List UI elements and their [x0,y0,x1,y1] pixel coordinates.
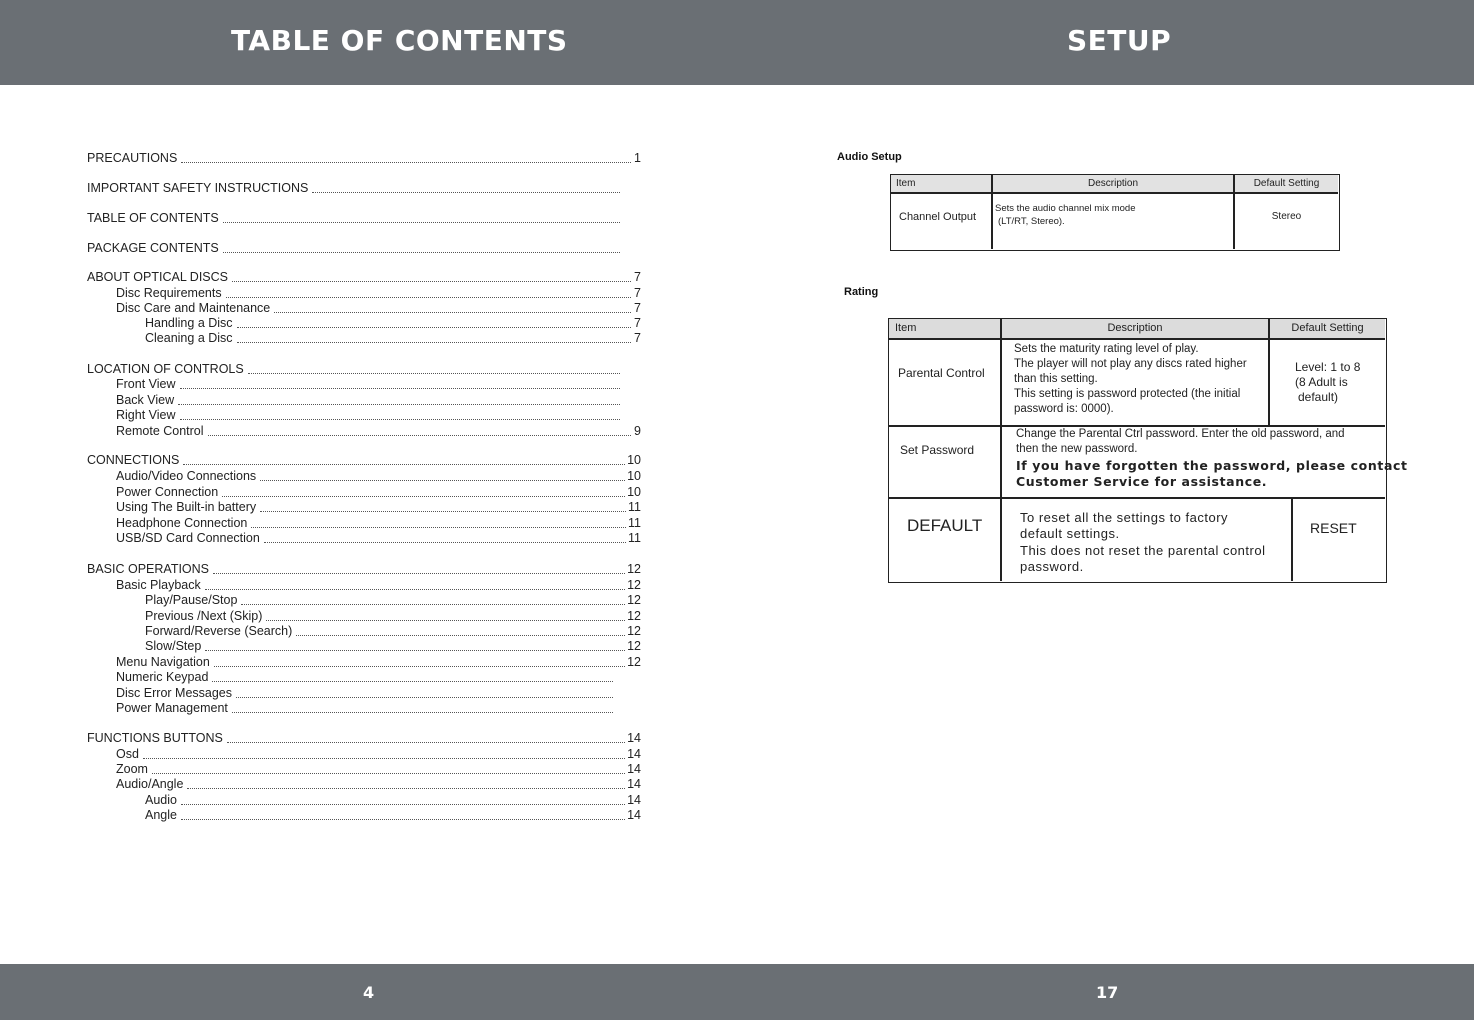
toc-entry[interactable]: Remote Control 9 [116,424,641,438]
header-default-setting: Default Setting [1291,322,1364,334]
toc-entry[interactable]: Basic Playback 12 [116,578,641,592]
channel-output-default: Stereo [1271,211,1302,222]
toc-entry[interactable]: Osd 14 [116,747,641,761]
toc-entry[interactable]: Angle 14 [145,808,641,822]
toc-entry[interactable]: Slow/Step 12 [145,639,641,653]
toc-entry[interactable]: Numeric Keypad [116,670,623,685]
default-desc-line: To reset all the settings to factory [1020,510,1229,525]
parental-desc-line: Sets the maturity rating level of play. [1014,343,1199,355]
toc-entry[interactable]: Right View [116,408,630,423]
password-desc-line: Change the Parental Ctrl password. Enter the old password, and [1016,428,1345,440]
toc-entry[interactable]: Disc Care and Maintenance 7 [116,301,641,315]
toc-entry[interactable]: Using The Built-in battery 11 [116,500,641,514]
default-desc-line: password. [1020,559,1084,574]
divider [1000,319,1002,581]
toc-entry[interactable]: Handling a Disc 7 [145,316,641,330]
toc-entry[interactable]: Menu Navigation 12 [116,655,641,669]
toc-entry[interactable]: Audio 14 [145,793,641,807]
toc-entry[interactable]: Headphone Connection 11 [116,516,641,530]
toc-entry[interactable]: USB/SD Card Connection 11 [116,531,641,545]
toc-entry[interactable]: Front View [116,377,630,392]
rating-heading: Rating [844,286,879,298]
footer-bar [0,964,1474,1020]
channel-output-desc-line: Sets the audio channel mix mode [995,203,1136,214]
parental-desc-line: This setting is password protected (the initial [1014,388,1241,400]
audio-setup-table [890,174,1340,251]
divider [1291,497,1293,581]
toc-entry[interactable]: FUNCTIONS BUTTONS 14 [87,731,641,745]
toc-entry[interactable]: Play/Pause/Stop 12 [145,593,641,607]
divider [889,338,1385,340]
parental-desc-line: than this setting. [1014,373,1098,385]
parental-desc-line: password is: 0000). [1014,403,1114,415]
toc-entry[interactable]: Forward/Reverse (Search) 12 [145,624,641,638]
parental-control-item: Parental Control [898,366,985,380]
parental-default-line: default) [1298,390,1339,404]
default-item: DEFAULT [907,516,983,535]
toc-entry[interactable]: Cleaning a Disc 7 [145,331,641,345]
password-warning-line: If you have forgotten the password, please contact [1016,458,1408,473]
toc-entry[interactable]: Power Management [116,701,623,716]
divider [1268,319,1270,425]
password-warning-line: Customer Service for assistance. [1016,474,1268,489]
toc-entry[interactable]: TABLE OF CONTENTS [87,211,630,226]
header-item: Item [896,178,916,189]
right-page-number: 17 [1096,983,1119,1002]
parental-default-line: (8 Adult is [1295,375,1348,389]
toc-entry[interactable]: Disc Requirements 7 [116,286,641,300]
parental-desc-line: The player will not play any discs rated higher [1014,358,1247,370]
header-default-setting: Default Setting [1253,178,1320,189]
toc-entry[interactable]: ABOUT OPTICAL DISCS 7 [87,270,641,284]
toc-entry[interactable]: Audio/Video Connections 10 [116,469,641,483]
toc-page-title: TABLE OF CONTENTS [231,24,568,57]
channel-output-desc-line: (LT/RT, Stereo). [998,216,1065,227]
divider [889,497,1385,499]
set-password-item: Set Password [900,443,975,457]
setup-page-title: SETUP [1067,24,1172,57]
default-desc-line: default settings. [1020,526,1120,541]
audio-setup-heading: Audio Setup [837,151,902,163]
toc-entry[interactable]: Zoom 14 [116,762,641,776]
rating-table [888,318,1408,583]
toc-entry[interactable]: CONNECTIONS 10 [87,453,641,467]
toc-entry[interactable]: PRECAUTIONS 1 [87,151,641,165]
header-bar [0,0,1474,85]
header-item: Item [895,322,917,334]
toc-entry[interactable]: Audio/Angle 14 [116,777,641,791]
password-desc-line: then the new password. [1016,443,1138,455]
toc-entry[interactable]: Back View [116,393,630,408]
channel-output-item: Channel Output [899,211,977,223]
toc-entry[interactable]: Previous /Next (Skip) 12 [145,609,641,623]
default-reset-value: RESET [1310,520,1357,536]
toc-entry[interactable]: Power Connection 10 [116,485,641,499]
toc-entry[interactable]: BASIC OPERATIONS 12 [87,562,641,576]
header-description: Description [1087,178,1139,189]
parental-default-line: Level: 1 to 8 [1295,360,1361,374]
header-description: Description [1107,322,1163,334]
toc-entry[interactable]: LOCATION OF CONTROLS [87,362,630,377]
toc-entry[interactable]: IMPORTANT SAFETY INSTRUCTIONS [87,181,630,196]
toc-entry[interactable]: PACKAGE CONTENTS [87,241,630,256]
toc-entry[interactable]: Disc Error Messages [116,686,623,701]
left-page-number: 4 [363,983,375,1002]
divider [891,192,1338,194]
default-desc-line: This does not reset the parental control [1020,543,1266,558]
